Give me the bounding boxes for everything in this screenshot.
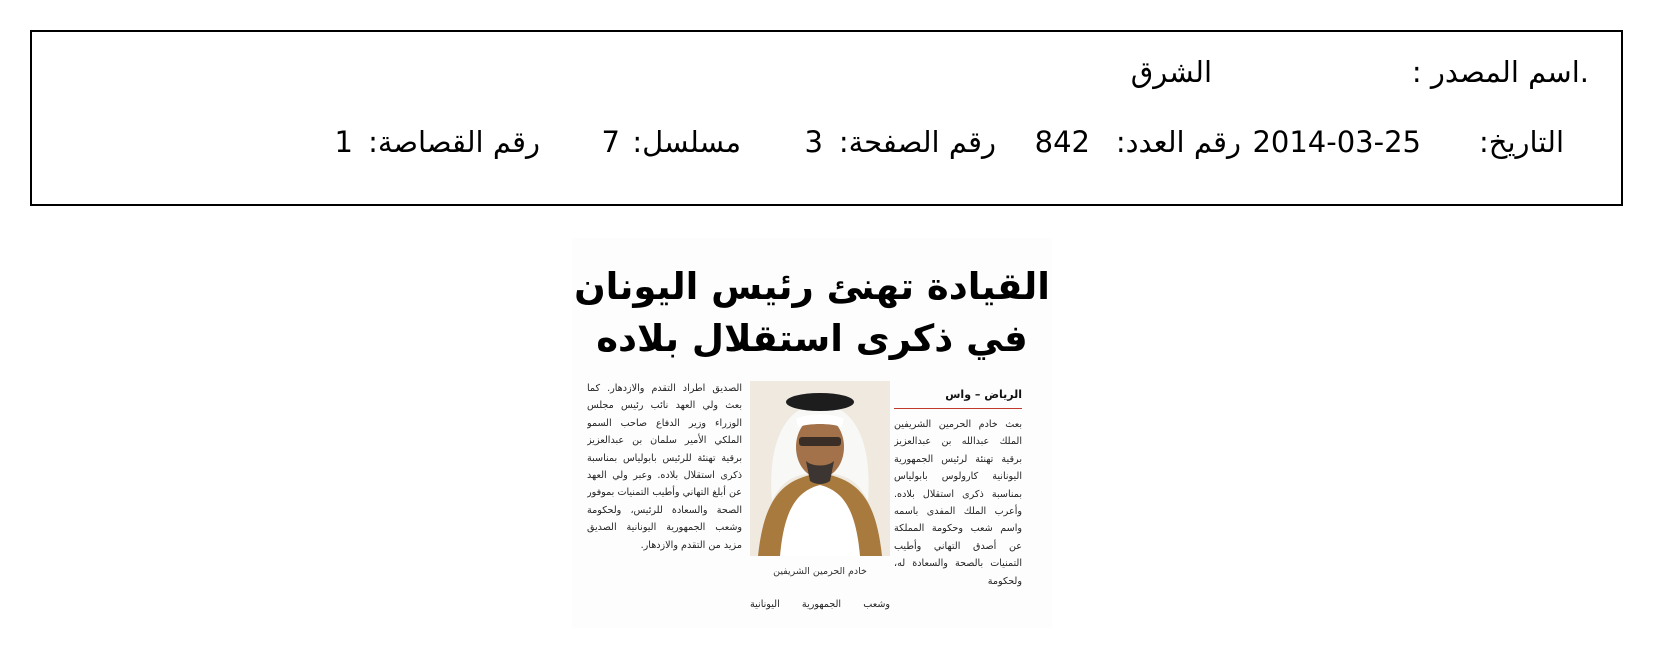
source-label: .اسم المصدر : (1411, 55, 1589, 89)
page-value: 3 (804, 125, 823, 159)
clipping-label: رقم القصاصة: (368, 125, 540, 159)
byline: الرياض – واس (894, 386, 1022, 409)
photo-caption: خادم الحرمين الشريفين (773, 566, 867, 577)
serial-value: 7 (601, 125, 620, 159)
newspaper-clipping (572, 238, 1052, 628)
issue-value: 842 (1034, 125, 1090, 159)
clipping-value: 1 (334, 125, 353, 159)
serial-label: مسلسل: (632, 125, 741, 159)
headline-line-2: في ذكرى استقلال بلاده (596, 317, 1028, 360)
article-left-column: الصديق اطراد التقدم والازدهار. كما بعث ولي العهد نائب رئيس مجلس الوزراء وزير الدفاع صاحب السمو الملكي الأمير سلمان بن عبدالعزيز برقية تهنئة للرئيس بابولياس بمناسبة ذكرى استقلال بلاده. وعبر ولي العهد عن أبلغ التهاني وأطيب التمنيات بموفور الصحة والسعادة للرئيس، ولحكومة وشعب الجمهورية اليونانية الصديق مزيد من التقدم والازدهار. (587, 383, 742, 551)
issue-label: رقم العدد: (1115, 125, 1241, 159)
page-label: رقم الصفحة: (838, 125, 996, 159)
article-continuation: وشعب الجمهورية اليونانية (750, 599, 890, 610)
headline-line-1: القيادة تهنئ رئيس اليونان (574, 265, 1050, 308)
portrait-photo (750, 381, 890, 556)
source-info-box (30, 30, 1623, 206)
date-label: التاريخ: (1478, 125, 1564, 159)
source-value: الشرق (1130, 55, 1212, 89)
date-value: 2014-03-25 (1252, 125, 1421, 159)
article-right-column: بعث خادم الحرمين الشريفين الملك عبدالله بن عبدالعزيز برقية تهنئة لرئيس الجمهورية اليونانية كارولوس بابولياس بمناسبة ذكرى استقلال بلاده. وأعرب الملك المفدى باسمه واسم شعب وحكومة المملكة عن أصدق التهاني وأطيب التمنيات بالصحة والسعادة له، ولحكومة (894, 419, 1022, 587)
